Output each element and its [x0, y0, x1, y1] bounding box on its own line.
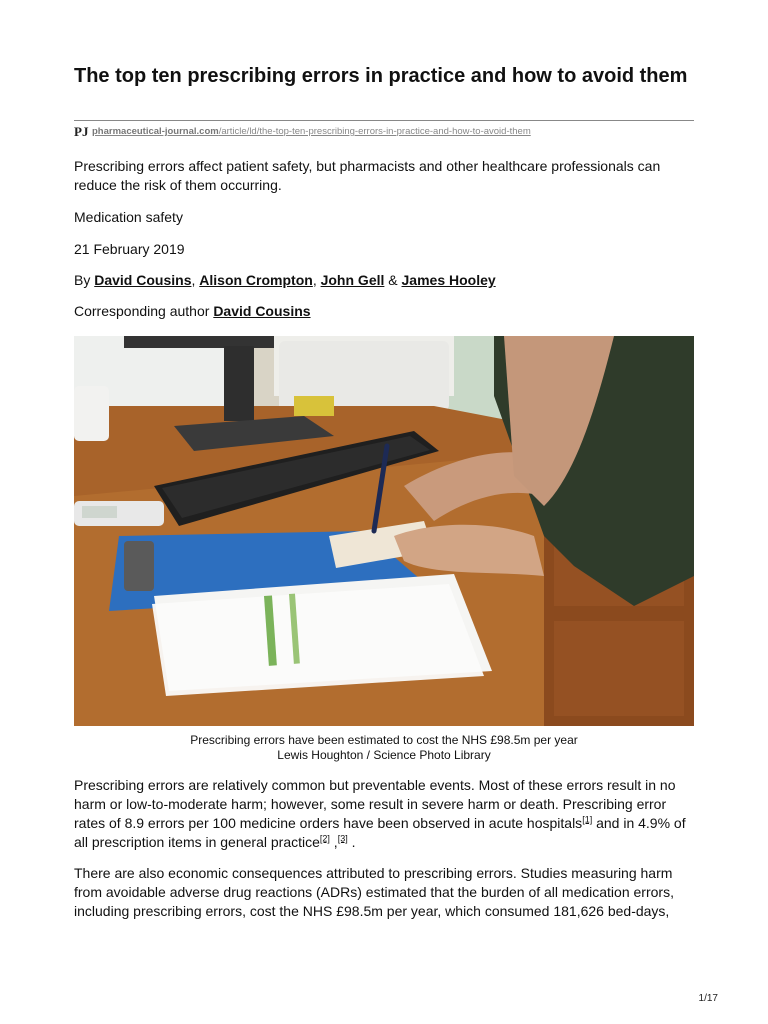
- article-title: The top ten prescribing errors in practice and how to avoid them: [74, 65, 688, 87]
- photo-credit: Lewis Houghton / Science Photo Library: [277, 748, 491, 762]
- source-url-domain: pharmaceutical-journal.com: [92, 126, 219, 137]
- photo-caption: Prescribing errors have been estimated to cost the NHS £98.5m per year: [190, 733, 578, 747]
- author-link-1[interactable]: David Cousins: [94, 272, 192, 288]
- intro-paragraph: Prescribing errors affect patient safety, but pharmacists and other healthcare professionals can reduce the risk of them occurring.: [74, 158, 661, 193]
- publish-date: 21 February 2019: [74, 241, 185, 257]
- reference-link-1[interactable]: [1]: [582, 814, 593, 825]
- author-link-2[interactable]: Alison Crompton: [199, 272, 313, 288]
- body-paragraph-1: Prescribing errors are relatively common but preventable events. Most of these errors result in no harm or low-to-moderate harm; however, some result in severe harm or death. Prescribing error rates of 8.9 errors per 100 medicine orders have been observed in acute hospitals[1] and in 4.9% of all prescription items in general practice[2] ,[3] .: [74, 777, 686, 850]
- page-number: 1/17: [698, 993, 718, 1004]
- corresponding-author-link[interactable]: David Cousins: [213, 303, 311, 319]
- reference-link-3[interactable]: [3]: [337, 833, 348, 844]
- author-link-4[interactable]: James Hooley: [401, 272, 496, 288]
- article-photo: [74, 336, 694, 726]
- category-label: Medication safety: [74, 209, 183, 225]
- photo-illustration: [74, 336, 694, 726]
- byline-prefix: By: [74, 272, 91, 288]
- body-paragraph-2: There are also economic consequences attributed to prescribing errors. Studies measuring harm from avoidable adverse drug reactions (ADRs) estimated that the burden of all medication errors, including prescribing errors, cost the NHS £98.5m per year, which consumed 181,626 bed-days,: [74, 865, 674, 919]
- corresponding-author: Corresponding author David Cousins: [74, 303, 311, 319]
- source-url-link[interactable]: [92, 126, 531, 137]
- author-link-3[interactable]: John Gell: [320, 272, 385, 288]
- publication-logo: PJ: [74, 124, 89, 139]
- reference-link-2[interactable]: [2]: [319, 833, 330, 844]
- source-bar: [74, 120, 694, 141]
- byline: By David Cousins, Alison Crompton, John Gell & James Hooley: [74, 272, 496, 288]
- source-url-path: /article/ld/the-top-ten-prescribing-errors-in-practice-and-how-to-avoid-them: [218, 126, 531, 137]
